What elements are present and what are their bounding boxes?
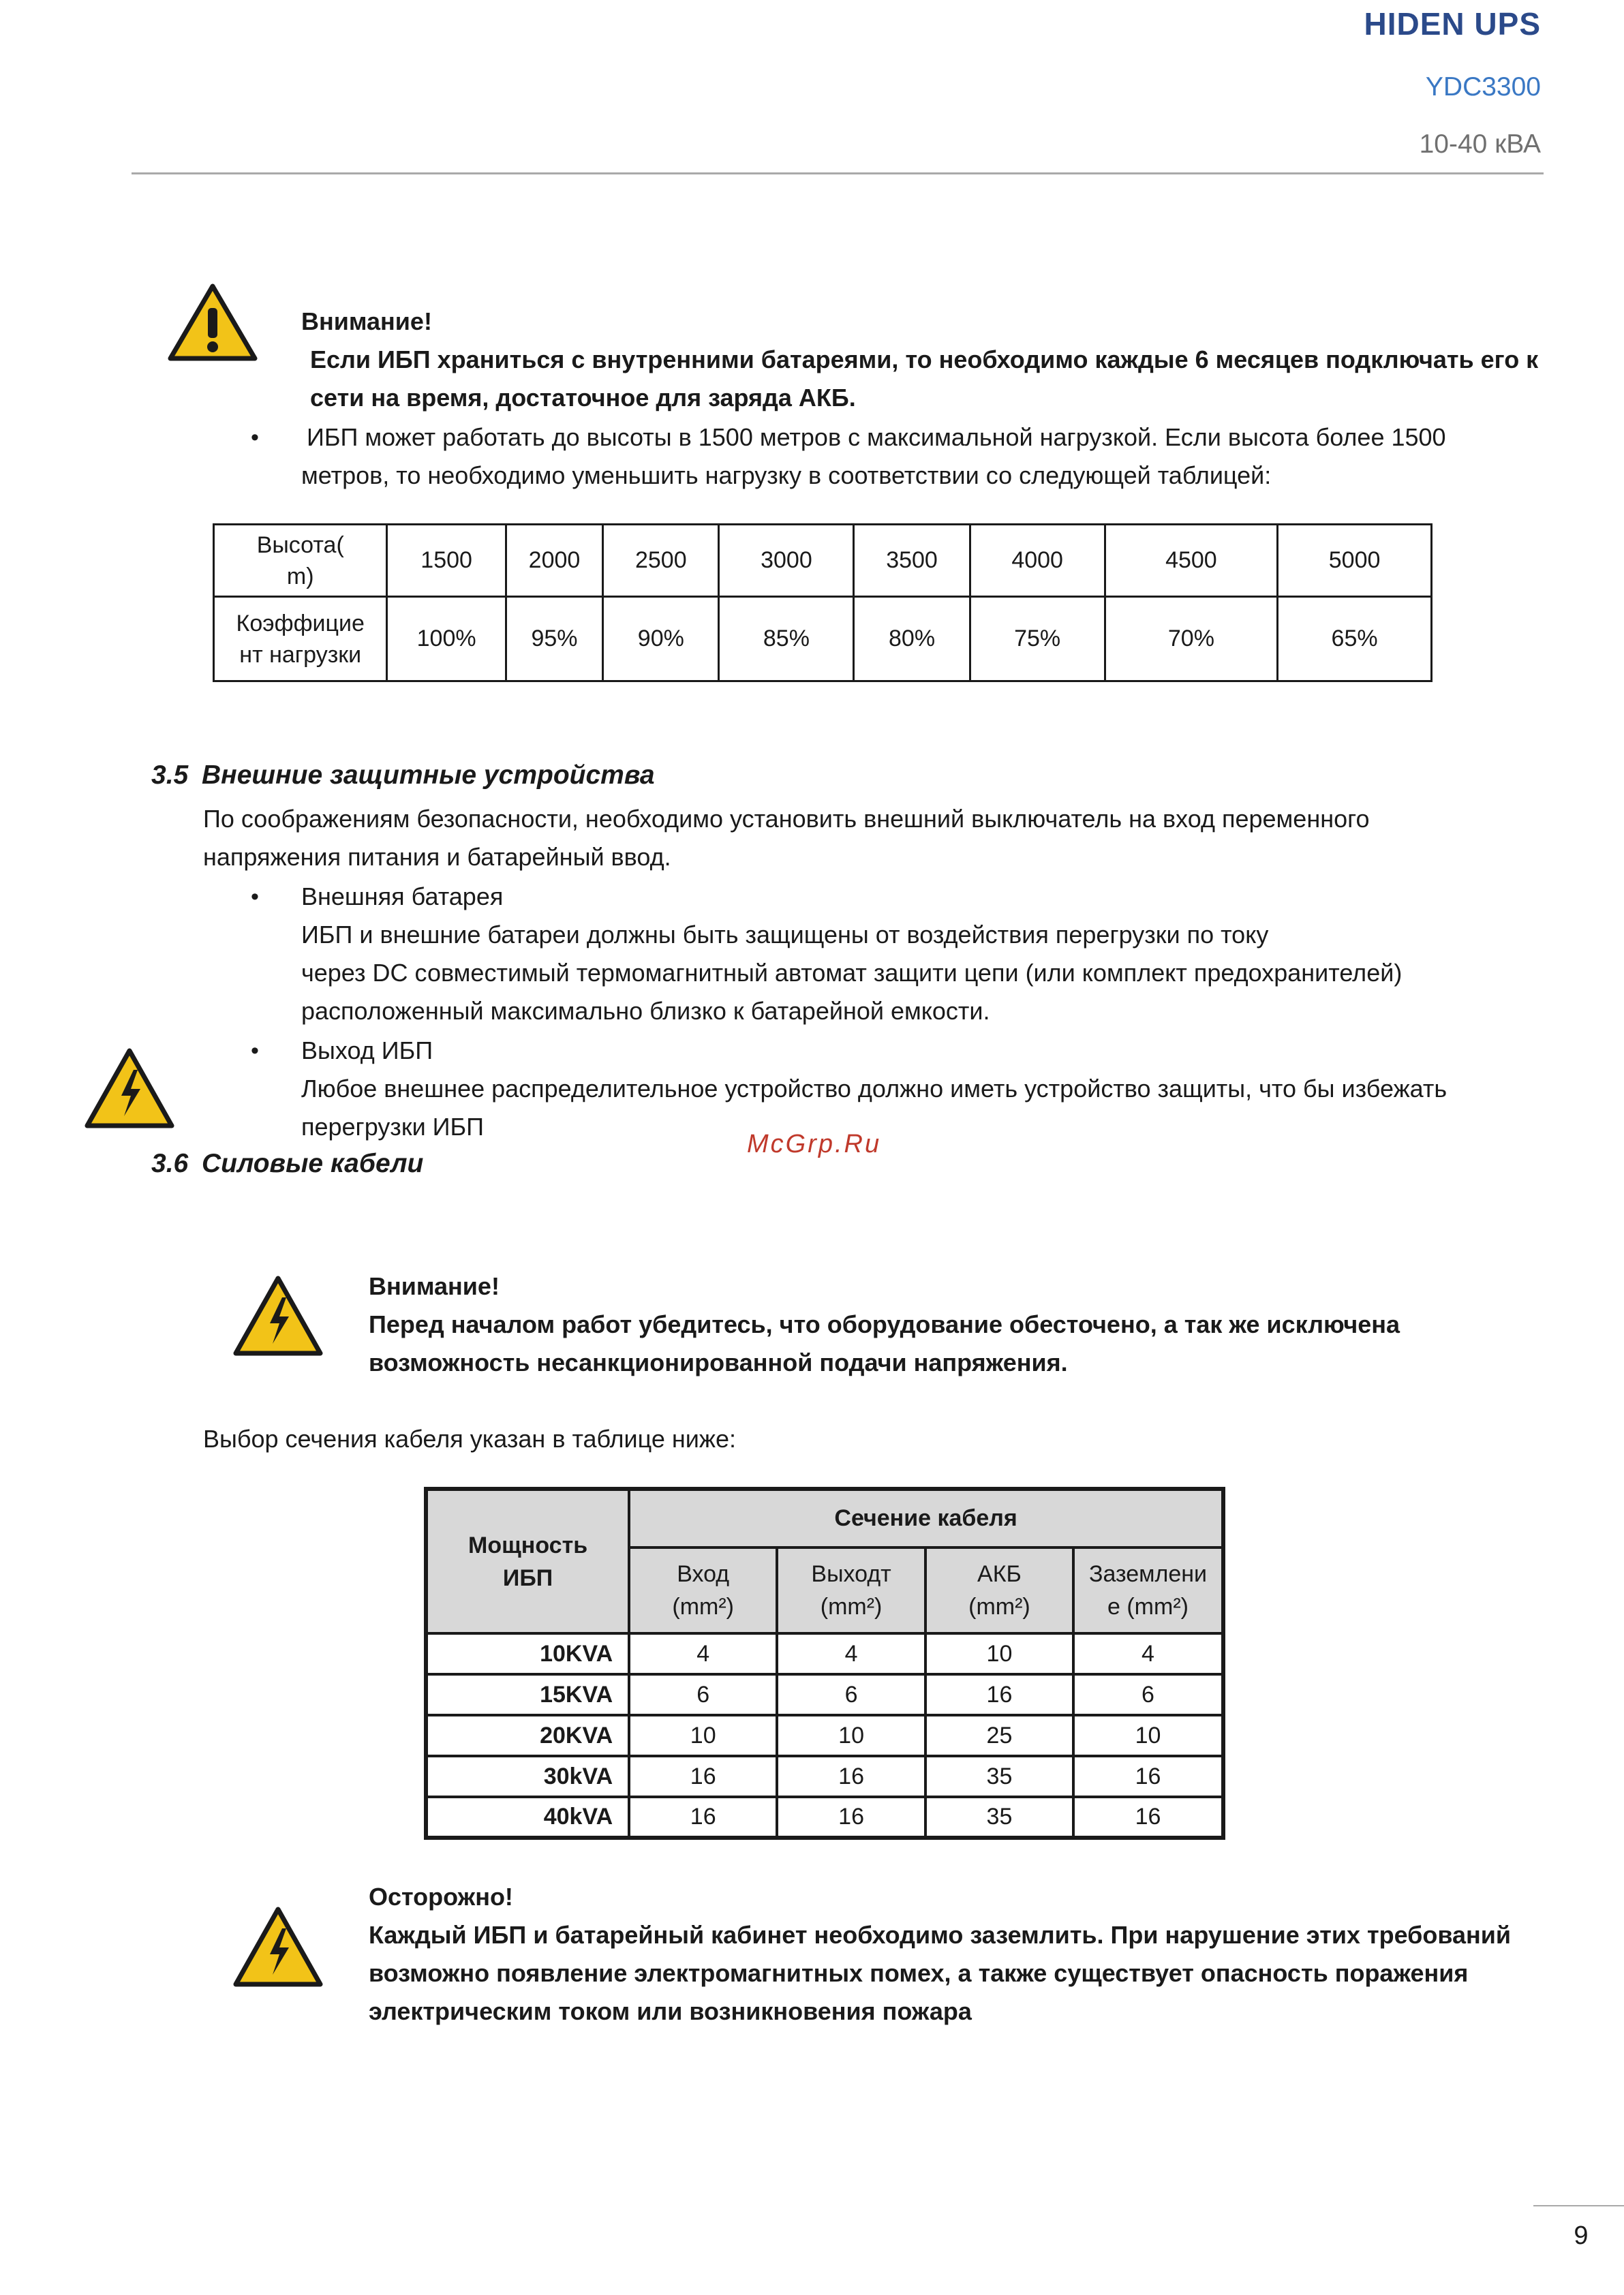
cable-section-table xyxy=(424,1487,1225,1840)
row-label-height xyxy=(214,525,387,597)
table-cell: 10 xyxy=(629,1715,777,1756)
cell-text: Выходт xyxy=(811,1561,891,1587)
table-cell: 16 xyxy=(777,1756,925,1797)
section-3-5-heading xyxy=(151,760,655,790)
cell-text: (mm²) xyxy=(820,1594,883,1620)
section-number: 3.5 xyxy=(151,760,189,790)
table-cell: 85% xyxy=(719,597,854,681)
table-cell: 65% xyxy=(1278,597,1432,681)
table-cell: 4 xyxy=(629,1633,777,1674)
section-title: Силовые кабели xyxy=(202,1149,424,1178)
page-number: 9 xyxy=(1574,2221,1589,2250)
cell-text: ИБП xyxy=(502,1565,553,1591)
altitude-derating-table xyxy=(213,523,1433,682)
table-cell: 35 xyxy=(925,1756,1073,1797)
bullet-marker: • xyxy=(251,884,259,910)
section-3-6-heading xyxy=(151,1149,423,1179)
external-battery-line2: через DC совместимый термомагнитный автомат защити цепи (или комплект предохранителей) xyxy=(301,959,1403,987)
table-row xyxy=(214,525,1432,597)
table-cell: 4500 xyxy=(1105,525,1278,597)
warning2-line1: Перед началом работ убедитесь, что оборудование обесточено, а так же исключена xyxy=(369,1310,1400,1338)
table-cell: 10 xyxy=(777,1715,925,1756)
table-cell: 6 xyxy=(777,1674,925,1715)
row-label-load-factor xyxy=(214,597,387,681)
cell-text: Заземлени xyxy=(1088,1561,1208,1587)
altitude-note-line2: метров, то необходимо уменьшить нагрузку в соответствии со следующей таблицей: xyxy=(301,461,1272,489)
table-row xyxy=(426,1797,1223,1838)
ups-output-line1: Любое внешнее распределительное устройство должно иметь устройство защиты, что бы избежать xyxy=(301,1075,1447,1103)
table-cell: 2000 xyxy=(506,525,602,597)
table-cell: 16 xyxy=(925,1674,1073,1715)
bullet-marker: • xyxy=(251,425,259,450)
table-row xyxy=(426,1715,1223,1756)
input-column-header xyxy=(629,1547,777,1633)
table-header-row xyxy=(426,1489,1223,1547)
warning1-title: Внимание! xyxy=(301,307,432,335)
power-column-header xyxy=(426,1489,629,1633)
warning3-line1: Каждый ИБП и батарейный кабинет необходимо заземлить. При нарушение этих требований xyxy=(369,1921,1512,1949)
row-power-label: 30kVA xyxy=(426,1756,629,1797)
warning3-line3: электрическим током или возникновения пожара xyxy=(369,1997,972,2025)
brand-title: HIDEN UPS xyxy=(1364,6,1541,42)
cell-text: Высота( xyxy=(256,532,344,558)
battery-column-header xyxy=(925,1547,1073,1633)
table-cell: 90% xyxy=(603,597,719,681)
row-power-label: 40kVA xyxy=(426,1797,629,1838)
warning2-line2: возможность несанкционированной подачи напряжения. xyxy=(369,1349,1068,1376)
footer-divider xyxy=(1533,2205,1624,2206)
external-battery-title: Внешняя батарея xyxy=(301,882,504,910)
section-number: 3.6 xyxy=(151,1149,189,1178)
table-cell: 25 xyxy=(925,1715,1073,1756)
table-cell: 6 xyxy=(1073,1674,1223,1715)
table-cell: 16 xyxy=(629,1797,777,1838)
warning3-title: Осторожно! xyxy=(369,1883,513,1911)
cell-text: (mm²) xyxy=(968,1594,1030,1620)
high-voltage-icon xyxy=(83,1047,176,1130)
section-title: Внешние защитные устройства xyxy=(202,760,655,790)
table-cell: 100% xyxy=(387,597,506,681)
table-cell: 16 xyxy=(777,1797,925,1838)
table-cell: 3500 xyxy=(854,525,970,597)
model-name: YDC3300 xyxy=(1425,72,1541,102)
table-row xyxy=(426,1756,1223,1797)
warning1-line1: Если ИБП храниться с внутренними батареями, то необходимо каждые 6 месяцев подключать его к xyxy=(310,345,1539,373)
table-cell: 16 xyxy=(629,1756,777,1797)
table-cell: 95% xyxy=(506,597,602,681)
row-power-label: 15KVA xyxy=(426,1674,629,1715)
table-cell: 4000 xyxy=(970,525,1105,597)
bullet-marker: • xyxy=(251,1038,259,1064)
ups-output-line2: перегрузки ИБП xyxy=(301,1113,485,1141)
table-cell: 10 xyxy=(925,1633,1073,1674)
power-range: 10-40 кВА xyxy=(1419,129,1541,159)
external-battery-line1: ИБП и внешние батареи должны быть защищены от воздействия перегрузки по току xyxy=(301,921,1269,949)
ups-output-title: Выход ИБП xyxy=(301,1036,433,1064)
high-voltage-icon xyxy=(232,1905,324,1988)
table-cell: 16 xyxy=(1073,1797,1223,1838)
watermark: McGrp.Ru xyxy=(747,1130,882,1158)
table-row xyxy=(426,1674,1223,1715)
table-cell: 4 xyxy=(1073,1633,1223,1674)
cell-text: Мощность xyxy=(468,1532,588,1558)
cable-table-intro: Выбор сечения кабеля указан в таблице ниже: xyxy=(203,1425,736,1453)
section35-intro-line1: По соображениям безопасности, необходимо установить внешний выключатель на вход переменного xyxy=(203,805,1370,833)
table-row xyxy=(214,597,1432,681)
table-cell: 6 xyxy=(629,1674,777,1715)
section35-intro-line2: напряжения питания и батарейный ввод. xyxy=(203,843,671,871)
cell-text: (mm²) xyxy=(672,1594,735,1620)
cable-section-header: Сечение кабеля xyxy=(629,1489,1223,1547)
output-column-header xyxy=(777,1547,925,1633)
table-cell: 3000 xyxy=(719,525,854,597)
table-cell: 16 xyxy=(1073,1756,1223,1797)
table-cell: 1500 xyxy=(387,525,506,597)
cell-text: е (mm²) xyxy=(1107,1594,1189,1620)
warning2-title: Внимание! xyxy=(369,1272,500,1300)
table-row xyxy=(426,1633,1223,1674)
header-divider xyxy=(132,172,1544,174)
table-cell: 4 xyxy=(777,1633,925,1674)
row-power-label: 20KVA xyxy=(426,1715,629,1756)
altitude-note-line1: ИБП может работать до высоты в 1500 метров с максимальной нагрузкой. Если высота более 1500 xyxy=(307,423,1446,451)
table-cell: 5000 xyxy=(1278,525,1432,597)
warning1-line2: сети на время, достаточное для заряда АКБ. xyxy=(310,384,856,412)
table-cell: 70% xyxy=(1105,597,1278,681)
cell-text: Вход xyxy=(677,1561,730,1587)
external-battery-line3: расположенный максимально близко к батарейной емкости. xyxy=(301,997,990,1025)
ground-column-header xyxy=(1073,1547,1223,1633)
table-cell: 35 xyxy=(925,1797,1073,1838)
table-cell: 2500 xyxy=(603,525,719,597)
table-cell: 75% xyxy=(970,597,1105,681)
cell-text: Коэффицие xyxy=(236,610,365,636)
table-cell: 80% xyxy=(854,597,970,681)
cell-text: АКБ xyxy=(977,1561,1022,1587)
row-power-label: 10KVA xyxy=(426,1633,629,1674)
cell-text: нт нагрузки xyxy=(239,641,362,668)
table-cell: 10 xyxy=(1073,1715,1223,1756)
high-voltage-icon xyxy=(232,1274,324,1357)
warning-exclamation-icon xyxy=(166,282,259,363)
warning3-line2: возможно появление электромагнитных помех, а также существует опасность поражения xyxy=(369,1959,1469,1987)
cell-text: m) xyxy=(286,563,314,589)
